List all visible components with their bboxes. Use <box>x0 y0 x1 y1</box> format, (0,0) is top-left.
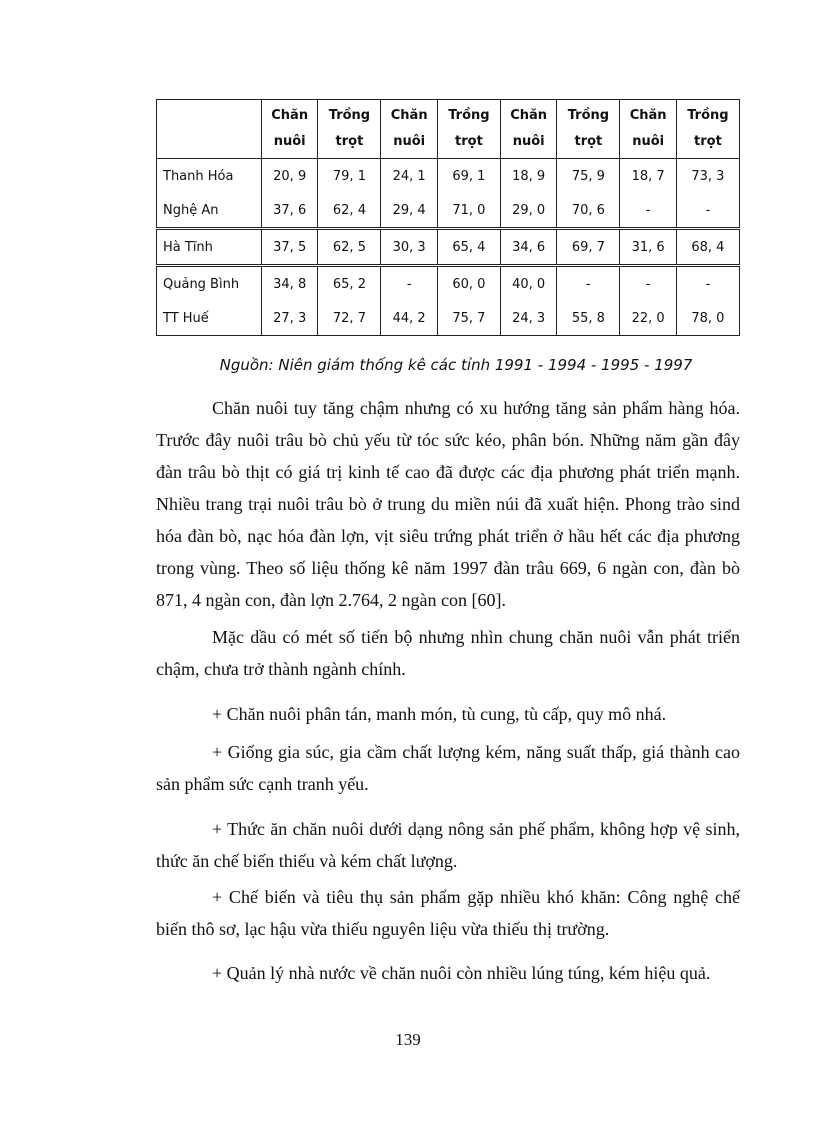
header-cell: Chăn nuôi <box>620 100 676 159</box>
header-empty-cell <box>157 100 262 159</box>
row-name: Quảng Bình <box>157 266 262 302</box>
table-row <box>157 301 740 336</box>
table-row <box>157 266 740 302</box>
cell: 24, 1 <box>381 159 437 194</box>
cell: 22, 0 <box>620 301 676 336</box>
cell: 72, 7 <box>318 301 381 336</box>
cell: 34, 8 <box>262 266 318 302</box>
cell: 27, 3 <box>262 301 318 336</box>
list-item: + Chế biến và tiêu thụ sản phẩm gặp nhiều khó khăn: Công nghệ chế biến thô sơ, lạc hậu vừa thiếu nguyên liệu vừa thiếu thị trường. <box>156 887 740 939</box>
header-cell: Trồng trọt <box>557 100 620 159</box>
cell: 79, 1 <box>318 159 381 194</box>
table-row <box>157 193 740 229</box>
cell: 37, 5 <box>262 229 318 266</box>
cell: 65, 2 <box>318 266 381 302</box>
cell: 73, 3 <box>676 159 739 194</box>
row-name: Nghệ An <box>157 193 262 229</box>
header-cell: Chăn nuôi <box>262 100 318 159</box>
list-item: + Thức ăn chăn nuôi dưới dạng nông sản phế phẩm, không hợp vệ sinh, thức ăn chế biến thiếu và kém chất lượng. <box>156 819 740 871</box>
page-number: 139 <box>395 1030 421 1049</box>
row-name: Hà Tĩnh <box>157 229 262 266</box>
cell: 65, 4 <box>437 229 500 266</box>
cell: 75, 7 <box>437 301 500 336</box>
cell: 68, 4 <box>676 229 739 266</box>
cell: 71, 0 <box>437 193 500 229</box>
cell: 34, 6 <box>500 229 556 266</box>
cell: - <box>676 193 739 229</box>
cell: 70, 6 <box>557 193 620 229</box>
header-cell: Trồng trọt <box>437 100 500 159</box>
statistics-table <box>156 99 740 336</box>
cell: - <box>620 266 676 302</box>
cell: 40, 0 <box>500 266 556 302</box>
cell: 62, 4 <box>318 193 381 229</box>
header-cell: Trồng trọt <box>676 100 739 159</box>
list-item: + Quản lý nhà nước về chăn nuôi còn nhiều lúng túng, kém hiệu quả. <box>212 963 711 983</box>
cell: 18, 7 <box>620 159 676 194</box>
cell: 24, 3 <box>500 301 556 336</box>
cell: 29, 4 <box>381 193 437 229</box>
row-name: TT Huế <box>157 301 262 336</box>
cell: 44, 2 <box>381 301 437 336</box>
cell: - <box>676 266 739 302</box>
cell: 69, 7 <box>557 229 620 266</box>
list-item: + Chăn nuôi phân tán, manh món, tù cung, tù cấp, quy mô nhá. <box>212 704 667 724</box>
cell: 69, 1 <box>437 159 500 194</box>
cell: 75, 9 <box>557 159 620 194</box>
table-row <box>157 229 740 266</box>
paragraph: Chăn nuôi tuy tăng chậm nhưng có xu hướng tăng sản phẩm hàng hóa. Trước đây nuôi trâu bò chủ yếu từ tóc sức kéo, phân bón. Những năm gần đây đàn trâu bò thịt có giá trị kinh tế cao đã được các địa phương phát triển mạnh. Nhiều trang trại nuôi trâu bò ở trung du miền núi đã xuất hiện. Phong trào sind hóa đàn bò, nạc hóa đàn lợn, vịt siêu trứng phát triển ở hầu hết các địa phương trong vùng. Theo số liệu thống kê năm 1997 đàn trâu 669, 6 ngàn con, đàn bò 871, 4 ngàn con, đàn lợn 2.764, 2 ngàn con [60]. <box>156 398 740 610</box>
table-header-row <box>157 100 740 159</box>
cell: 55, 8 <box>557 301 620 336</box>
cell: 29, 0 <box>500 193 556 229</box>
cell: 18, 9 <box>500 159 556 194</box>
paragraph: Mặc dầu có mét số tiến bộ nhưng nhìn chung chăn nuôi vẫn phát triển chậm, chưa trở thành ngành chính. <box>156 627 740 679</box>
cell: 60, 0 <box>437 266 500 302</box>
cell: - <box>557 266 620 302</box>
row-name: Thanh Hóa <box>157 159 262 194</box>
cell: 37, 6 <box>262 193 318 229</box>
cell: 30, 3 <box>381 229 437 266</box>
cell: - <box>381 266 437 302</box>
list-item: + Giống gia súc, gia cầm chất lượng kém, năng suất thấp, giá thành cao sản phẩm sức cạnh tranh yếu. <box>156 742 740 794</box>
cell: 20, 9 <box>262 159 318 194</box>
table-source-note: Nguồn: Niên giám thống kê các tỉnh 1991 - 1994 - 1995 - 1997 <box>219 356 693 374</box>
cell: 78, 0 <box>676 301 739 336</box>
header-cell: Chăn nuôi <box>381 100 437 159</box>
header-cell: Trồng trọt <box>318 100 381 159</box>
cell: - <box>620 193 676 229</box>
header-cell: Chăn nuôi <box>500 100 556 159</box>
table-row <box>157 159 740 194</box>
cell: 31, 6 <box>620 229 676 266</box>
cell: 62, 5 <box>318 229 381 266</box>
